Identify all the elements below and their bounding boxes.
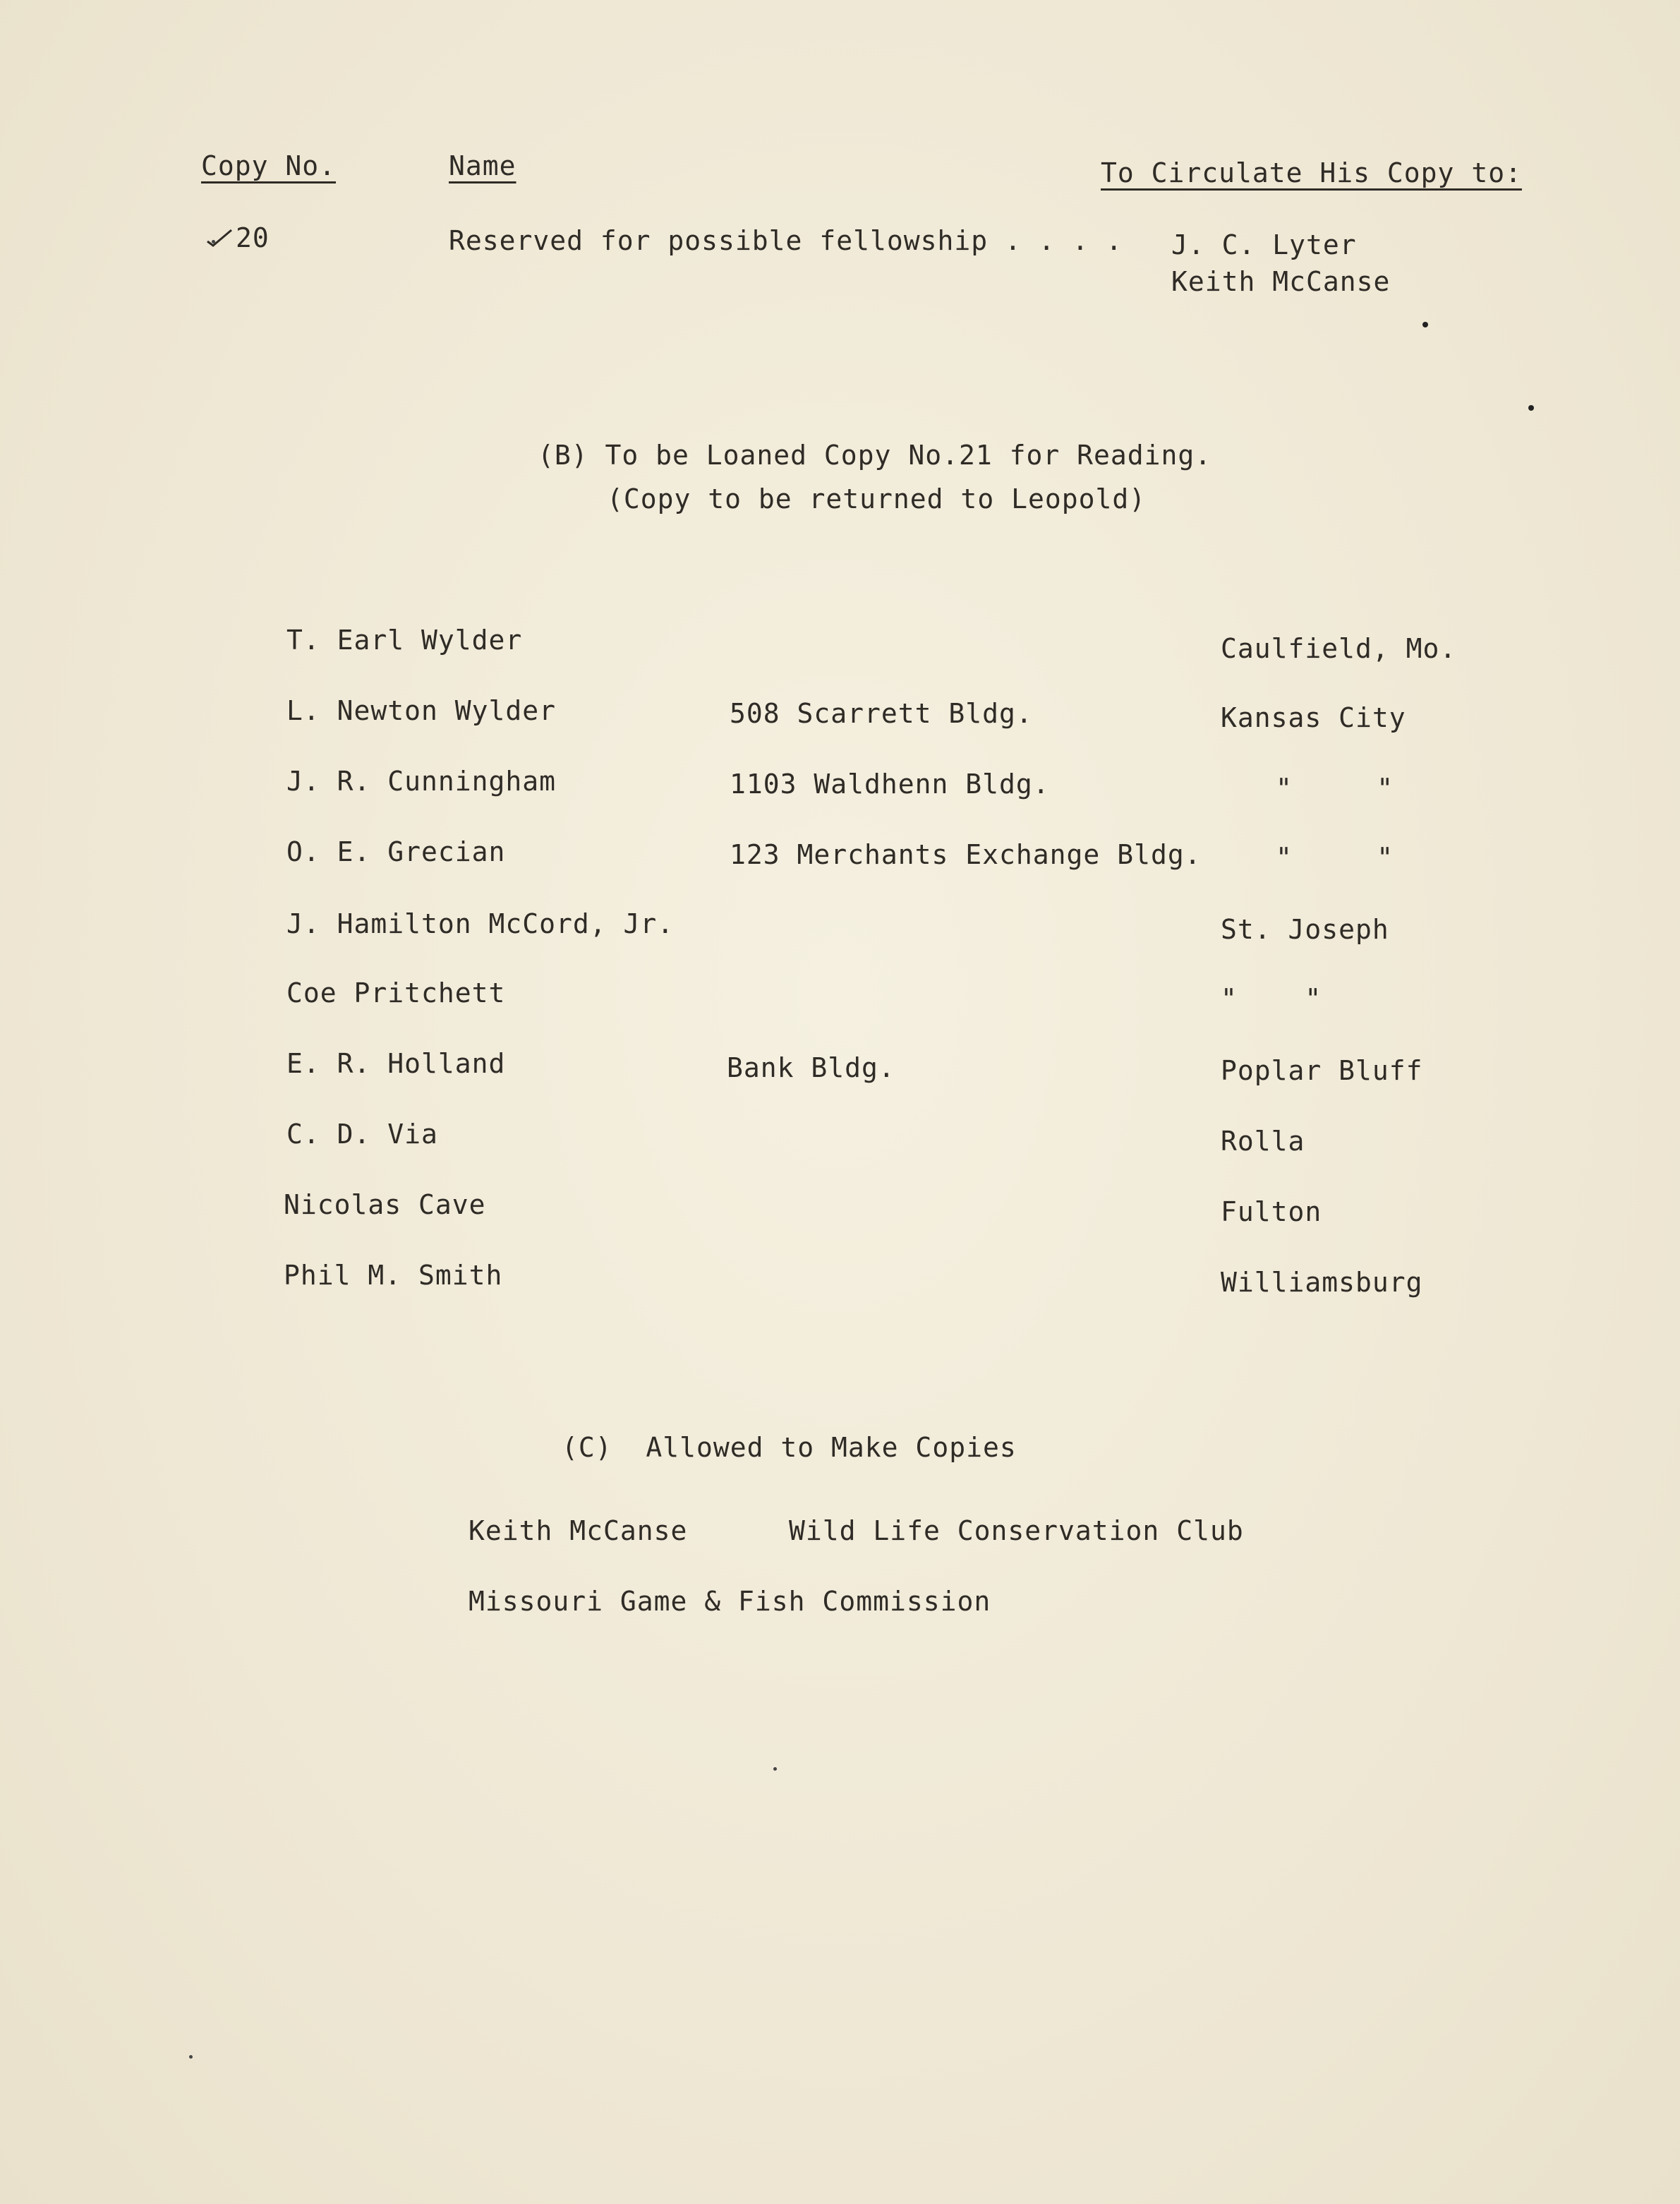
paper-speck [212, 240, 215, 243]
header-name: Name [449, 150, 516, 181]
section-c-wild-life-club: Wild Life Conservation Club [789, 1515, 1244, 1546]
loan-address: 1103 Waldhenn Bldg. [730, 769, 1050, 800]
loan-city: Kansas City [1221, 702, 1406, 733]
paper-speck [1422, 322, 1428, 327]
paper-speck [1528, 405, 1534, 411]
loan-city: Williamsburg [1221, 1267, 1423, 1298]
reserved-copy-number: 20 [236, 222, 270, 253]
loan-name: J. Hamilton McCord, Jr. [286, 908, 675, 939]
loan-city: Fulton [1221, 1196, 1322, 1227]
paper-speck [773, 1767, 777, 1771]
loan-city: " " [1276, 842, 1394, 873]
section-c-title: (C) Allowed to Make Copies [562, 1432, 1017, 1463]
header-circulate: To Circulate His Copy to: [1101, 157, 1522, 188]
loan-name: T. Earl Wylder [286, 625, 523, 656]
loan-city: " " [1221, 983, 1322, 1014]
loan-name: O. E. Grecian [286, 836, 506, 867]
loan-name: Nicolas Cave [284, 1189, 486, 1220]
reserved-circulate-1: J. C. Lyter [1171, 229, 1357, 260]
loan-name: C. D. Via [286, 1119, 438, 1150]
reserved-name: Reserved for possible fellowship . . . . [449, 225, 1123, 256]
loan-name: Phil M. Smith [284, 1260, 503, 1291]
check-mark-icon [206, 227, 233, 248]
section-c-missouri-commission: Missouri Game & Fish Commission [469, 1586, 991, 1617]
section-c-keith-mccanse: Keith McCanse [469, 1515, 688, 1546]
loan-address: 123 Merchants Exchange Bldg. [730, 839, 1202, 870]
loan-address: 508 Scarrett Bldg. [730, 698, 1033, 729]
paper-speck [189, 2055, 193, 2059]
section-b-subtitle: (Copy to be returned to Leopold) [607, 483, 1147, 514]
section-b-title: (B) To be Loaned Copy No.21 for Reading. [538, 440, 1212, 471]
loan-name: E. R. Holland [286, 1048, 506, 1079]
loan-city: St. Joseph [1221, 914, 1389, 945]
header-copy-no: Copy No. [201, 150, 337, 181]
loan-name: L. Newton Wylder [286, 695, 557, 726]
loan-name: J. R. Cunningham [286, 766, 557, 797]
loan-name: Coe Pritchett [286, 977, 506, 1008]
reserved-circulate-2: Keith McCanse [1171, 266, 1391, 297]
loan-city: Rolla [1221, 1126, 1305, 1157]
loan-address: Bank Bldg. [727, 1052, 895, 1083]
loan-city: " " [1276, 773, 1394, 804]
loan-city: Poplar Bluff [1221, 1055, 1423, 1086]
loan-city: Caulfield, Mo. [1221, 633, 1457, 664]
